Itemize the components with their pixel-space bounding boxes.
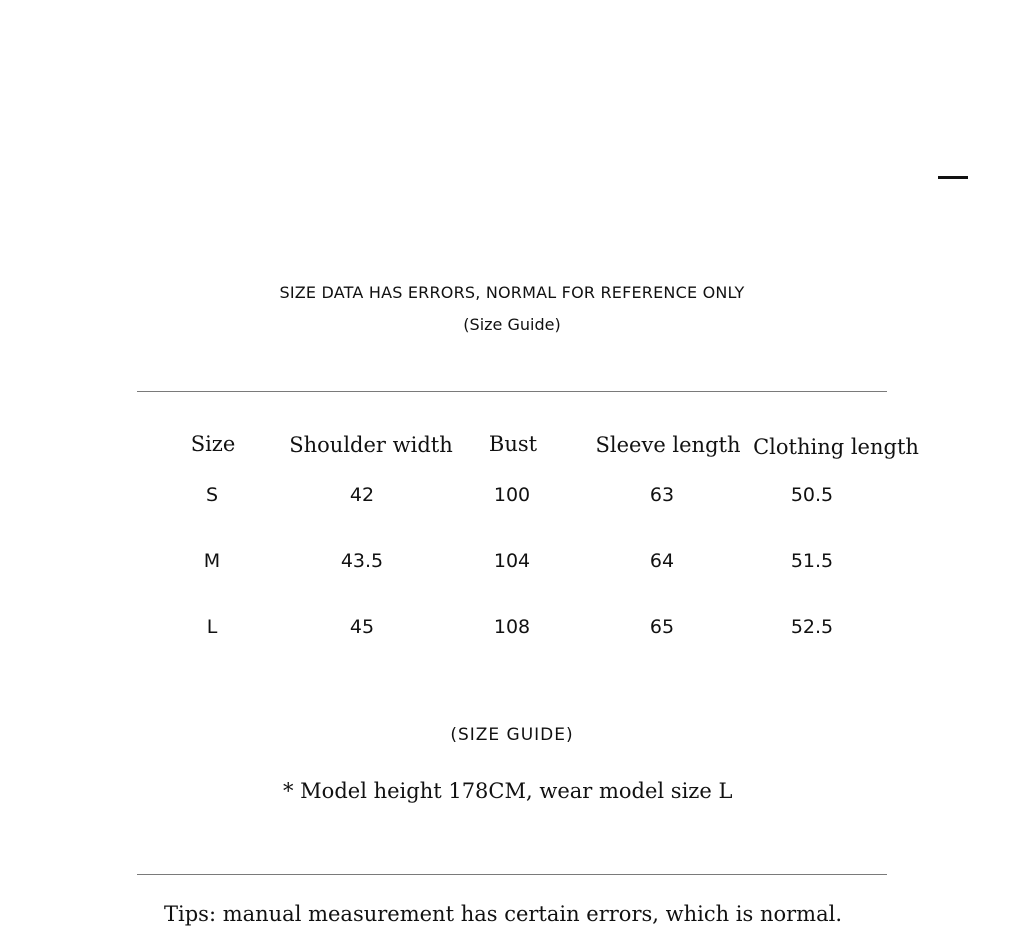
cell-size: L: [206, 616, 218, 638]
size-guide-subtitle: (Size Guide): [463, 315, 561, 334]
cell-sleeve-length: 65: [649, 616, 675, 638]
cell-sleeve-length: 64: [649, 550, 675, 572]
size-notice: SIZE DATA HAS ERRORS, NORMAL FOR REFERENCE ONLY: [279, 283, 745, 302]
header-shoulder-width: Shoulder width: [289, 433, 453, 457]
cell-bust: 100: [493, 484, 531, 506]
cell-shoulder-width: 43.5: [340, 550, 384, 572]
cell-clothing-length: 50.5: [790, 484, 834, 506]
cell-bust: 108: [493, 616, 531, 638]
bottom-divider: [137, 874, 887, 875]
tips-text: Tips: manual measurement has certain errors, which is normal.: [164, 902, 842, 926]
cell-bust: 104: [493, 550, 531, 572]
cell-shoulder-width: 45: [349, 616, 375, 638]
header-size: Size: [190, 432, 236, 456]
size-guide-caption: (SIZE GUIDE): [450, 725, 574, 745]
cell-shoulder-width: 42: [349, 484, 375, 506]
header-bust: Bust: [488, 432, 538, 456]
cell-clothing-length: 52.5: [790, 616, 834, 638]
header-sleeve-length: Sleeve length: [595, 433, 741, 457]
minus-icon: [938, 176, 968, 179]
top-divider: [137, 391, 887, 392]
cell-size: M: [203, 550, 221, 572]
cell-clothing-length: 51.5: [790, 550, 834, 572]
cell-size: S: [205, 484, 219, 506]
model-note: * Model height 178CM, wear model size L: [283, 779, 733, 803]
cell-sleeve-length: 63: [649, 484, 675, 506]
header-clothing-length: Clothing length: [753, 435, 919, 459]
